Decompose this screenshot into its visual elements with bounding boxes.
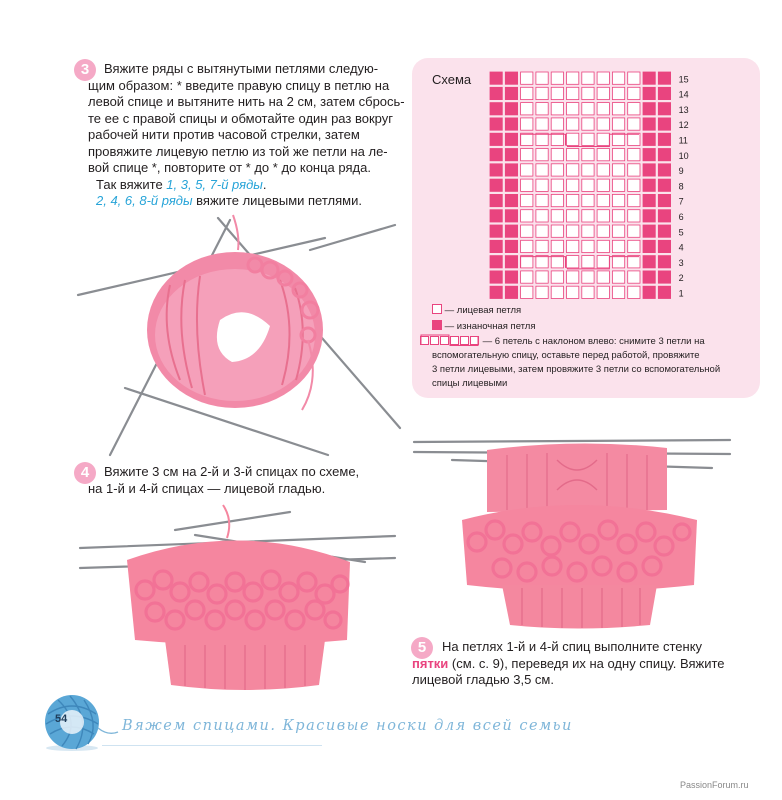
knit-stitch-cell (597, 225, 609, 237)
knit-stitch-cell (521, 133, 533, 145)
purl-stitch-cell (643, 194, 655, 206)
purl-stitch-cell (505, 256, 517, 268)
knit-stitch-cell (597, 149, 609, 161)
step-5-heel-word: пятки (412, 655, 449, 671)
purl-stitch-cell (658, 72, 670, 84)
step-3-even-rows: 2, 4, 6, 8-й ряды (96, 193, 193, 208)
cable-stitch-icon (420, 334, 480, 346)
legend-purl (432, 320, 536, 334)
knit-stitch-cell (567, 194, 579, 206)
purl-stitch-cell (643, 72, 655, 84)
knit-stitch-cell (582, 87, 594, 99)
legend-cable-line: 3 петли лицевыми, затем провяжите 3 петли со вспомогательной (432, 364, 721, 375)
knit-stitch-cell (521, 149, 533, 161)
knit-stitch-cell (536, 87, 548, 99)
purl-stitch-cell (658, 271, 670, 283)
knit-stitch-cell (521, 256, 533, 268)
knit-stitch-cell (582, 149, 594, 161)
purl-stitch-cell (505, 149, 517, 161)
purl-stitch-cell (505, 194, 517, 206)
legend-cable-text: — 6 петель с наклоном влево: снимите 3 петли на (482, 336, 705, 347)
knit-stitch-cell (582, 164, 594, 176)
step-3-odd-rows: 1, 3, 5, 7-й ряды (166, 176, 263, 192)
step-3-line: левой спице и вытяните нить на 2 см, затем сбрось- (88, 94, 405, 109)
knit-stitch-cell (551, 240, 563, 252)
knit-stitch-cell (612, 194, 624, 206)
knit-stitch-cell (536, 118, 548, 130)
knit-stitch-cell (567, 271, 579, 283)
purl-stitch-cell (643, 240, 655, 252)
knit-stitch-cell (582, 271, 594, 283)
yarn-ball-icon (42, 692, 120, 752)
knit-stitch-cell (612, 179, 624, 191)
purl-stitch-cell (490, 179, 502, 191)
knit-stitch-cell (612, 149, 624, 161)
purl-stitch-cell (490, 118, 502, 130)
purl-stitch-cell (643, 179, 655, 191)
purl-stitch-cell (505, 103, 517, 115)
knit-stitch-cell (551, 149, 563, 161)
knit-stitch-cell (536, 149, 548, 161)
knit-stitch-cell (582, 179, 594, 191)
purl-stitch-cell (658, 103, 670, 115)
knit-stitch-cell (628, 286, 640, 298)
step-4-line: на 1-й и 4-й спицах — лицевой гладью. (88, 480, 326, 496)
purl-stitch-cell (505, 179, 517, 191)
knit-stitch-cell (597, 72, 609, 84)
knit-stitch-cell (612, 225, 624, 237)
knit-stitch-cell (567, 87, 579, 99)
knit-stitch-cell (597, 194, 609, 206)
purl-stitch-cell (505, 210, 517, 222)
knit-stitch-cell (567, 118, 579, 130)
knit-stitch-cell (597, 164, 609, 176)
knit-stitch-cell (521, 271, 533, 283)
purl-stitch-cell (490, 210, 502, 222)
knit-stitch-cell (536, 240, 548, 252)
knit-stitch-cell (521, 179, 533, 191)
knit-stitch-cell (521, 164, 533, 176)
knit-stitch-cell (521, 118, 533, 130)
step-3-dot: . (262, 176, 267, 192)
purl-stitch-cell (490, 133, 502, 145)
knit-stitch-cell (628, 133, 640, 145)
knit-stitch-cell (628, 118, 640, 130)
legend-knit-label: — лицевая петля (444, 305, 522, 316)
knit-stitch-cell (597, 210, 609, 222)
row-number: 2 (678, 273, 684, 284)
knit-stitch-cell (597, 271, 609, 283)
purl-stitch-cell (505, 240, 517, 252)
purl-stitch-cell (490, 271, 502, 283)
knit-stitch-cell (582, 210, 594, 222)
purl-stitch-cell (658, 210, 670, 222)
row-number: 6 (678, 212, 684, 222)
knit-stitch-cell (521, 286, 533, 298)
step-3-line: рабочей нити против часовой стрелки, затем (88, 127, 360, 142)
purl-stitch-cell (505, 271, 517, 283)
knit-stitch-cell (567, 149, 579, 161)
purl-stitch-cell (658, 256, 670, 268)
purl-stitch-cell (490, 194, 502, 206)
purl-stitch-cell (643, 164, 655, 176)
scheme-title: Схема (432, 72, 472, 87)
step-3-rows-odd (96, 177, 405, 194)
knit-stitch-cell (551, 271, 563, 283)
purl-stitch-cell (505, 118, 517, 130)
row-number: 10 (678, 150, 689, 161)
knit-stitch-cell (551, 194, 563, 206)
photo-step-3 (70, 210, 410, 460)
purl-stitch-cell (658, 118, 670, 130)
purl-stitch-cell (658, 225, 670, 237)
knit-stitch-cell (628, 164, 640, 176)
knit-stitch-cell (536, 164, 548, 176)
row-number: 5 (678, 227, 684, 238)
knit-stitch-cell (551, 179, 563, 191)
knit-stitch-cell (597, 103, 609, 115)
row-number: 3 (678, 257, 684, 268)
step-3-rows-even (96, 193, 405, 210)
purl-stitch-cell (643, 286, 655, 298)
step-4-text (88, 464, 360, 497)
purl-stitch-cell (490, 240, 502, 252)
step-5-badge: 5 (411, 637, 433, 659)
purl-stitch-cell (643, 87, 655, 99)
knit-stitch-cell (612, 133, 624, 145)
purl-stitch-cell (643, 103, 655, 115)
knit-stitch-cell (521, 194, 533, 206)
step-5-text (412, 639, 725, 689)
row-number: 9 (678, 166, 684, 177)
scheme-panel (412, 58, 760, 398)
knit-stitch-cell (567, 225, 579, 237)
purl-stitch-cell (658, 179, 670, 191)
knit-stitch-cell (567, 210, 579, 222)
step-3-so-knit: Так вяжите (96, 176, 167, 192)
knit-stitch-cell (597, 286, 609, 298)
knit-stitch-cell (551, 256, 563, 268)
knit-stitch-cell (628, 72, 640, 84)
knit-stitch-cell (551, 118, 563, 130)
knit-stitch-cell (536, 256, 548, 268)
step-3-even-text: вяжите лицевыми петлями. (192, 193, 362, 208)
knit-stitch-cell (521, 87, 533, 99)
step-5-line: лицевой гладью 3,5 см. (412, 672, 554, 687)
knit-stitch-cell (551, 225, 563, 237)
knit-stitch-cell (521, 225, 533, 237)
row-number: 4 (678, 242, 684, 253)
page-number: 54 (55, 713, 68, 725)
knit-stitch-cell (582, 225, 594, 237)
knit-stitch-cell (597, 179, 609, 191)
purl-stitch-cell (490, 149, 502, 161)
purl-stitch-cell (658, 87, 670, 99)
knit-stitch-cell (597, 240, 609, 252)
purl-stitch-cell (490, 87, 502, 99)
step-5-line-rest: (см. с. 9), переведя их на одну спицу. Вяжите (448, 655, 725, 671)
step-3-badge: 3 (74, 59, 96, 81)
row-number: 11 (678, 135, 688, 146)
knit-stitch-cell (582, 72, 594, 84)
purl-stitch-cell (505, 286, 517, 298)
purl-stitch-cell (505, 164, 517, 176)
purl-stitch-cell (658, 194, 670, 206)
legend-cable (420, 334, 720, 391)
knit-stitch-cell (536, 133, 548, 145)
purl-stitch-cell (643, 210, 655, 222)
knit-stitch-cell (612, 87, 624, 99)
row-number: 15 (678, 74, 689, 85)
knit-stitch-cell (628, 103, 640, 115)
knit-stitch-cell (551, 133, 563, 145)
legend-knit (432, 304, 521, 318)
knit-stitch-cell (628, 225, 640, 237)
knit-stitch-cell (536, 210, 548, 222)
step-3-line: вой спице *, повторите от * до * до конца ряда. (88, 160, 371, 175)
knit-stitch-cell (567, 179, 579, 191)
purl-stitch-cell (490, 72, 502, 84)
knit-stitch-cell (628, 149, 640, 161)
knit-stitch-cell (597, 118, 609, 130)
knit-stitch-cell (551, 72, 563, 84)
knit-stitch-cell (521, 103, 533, 115)
knit-stitch-cell (582, 194, 594, 206)
watermark: PassionForum.ru (680, 780, 749, 790)
knit-stitch-cell (628, 271, 640, 283)
knit-stitch-cell (567, 103, 579, 115)
knit-stitch-cell (567, 133, 579, 145)
knit-stitch-cell (551, 164, 563, 176)
knit-stitch-cell (612, 256, 624, 268)
knit-stitch-cell (551, 210, 563, 222)
purl-stitch-cell (490, 256, 502, 268)
step-5-line: На петлях 1-й и 4-й спиц выполните стенку (442, 639, 703, 654)
purl-stitch-cell (505, 133, 517, 145)
knit-stitch-cell (567, 240, 579, 252)
step-4-badge: 4 (74, 462, 96, 484)
purl-stitch-cell (658, 164, 670, 176)
knit-stitch-cell (536, 179, 548, 191)
legend-cable-line: вспомогательную спицу, оставьте перед работой, провяжите (432, 350, 700, 361)
knit-stitch-cell (551, 103, 563, 115)
knit-stitch-cell (521, 240, 533, 252)
knit-stitch-cell (536, 194, 548, 206)
purl-stitch-cell (490, 286, 502, 298)
knit-stitch-cell (597, 87, 609, 99)
step-3-line: те ее с правой спицы и обмотайте один раз вокруг (88, 110, 393, 126)
row-number: 1 (678, 288, 684, 299)
knit-stitch-cell (628, 179, 640, 191)
purl-stitch-cell (490, 103, 502, 115)
purl-stitch-cell (643, 133, 655, 145)
knit-stitch-cell (628, 87, 640, 99)
knit-stitch-cell (612, 286, 624, 298)
purl-stitch-cell (505, 87, 517, 99)
purl-stitch-cell (490, 164, 502, 176)
purl-stitch-cell (490, 225, 502, 237)
knit-stitch-cell (582, 103, 594, 115)
purl-stitch-icon (432, 320, 442, 330)
knit-stitch-cell (612, 118, 624, 130)
knit-stitch-cell (612, 103, 624, 115)
knit-stitch-cell (567, 72, 579, 84)
row-number: 8 (678, 181, 684, 192)
row-number: 14 (678, 89, 689, 100)
knit-stitch-cell (582, 286, 594, 298)
step-3-line: Вяжите ряды с вытянутыми петлями следую- (104, 61, 379, 76)
knit-stitch-cell (521, 210, 533, 222)
knit-stitch-cell (612, 271, 624, 283)
knit-stitch-cell (536, 72, 548, 84)
step-4-line: Вяжите 3 см на 2-й и 3-й спицах по схеме, (104, 464, 360, 479)
purl-stitch-cell (643, 271, 655, 283)
purl-stitch-cell (658, 240, 670, 252)
knit-stitch-cell (628, 256, 640, 268)
knit-stitch-cell (628, 240, 640, 252)
knit-stitch-cell (582, 256, 594, 268)
knit-stitch-cell (551, 87, 563, 99)
purl-stitch-cell (643, 118, 655, 130)
purl-stitch-cell (658, 133, 670, 145)
purl-stitch-cell (643, 256, 655, 268)
knit-stitch-cell (536, 225, 548, 237)
knit-stitch-cell (551, 286, 563, 298)
knit-stitch-cell (536, 103, 548, 115)
knit-stitch-cell (628, 210, 640, 222)
knit-stitch-cell (536, 271, 548, 283)
row-number: 13 (678, 104, 689, 115)
knit-stitch-cell (567, 164, 579, 176)
purl-stitch-cell (658, 286, 670, 298)
legend-cable-line (420, 334, 720, 349)
knit-stitch-cell (597, 256, 609, 268)
row-number: 12 (678, 120, 689, 131)
legend-cable-line: спицы лицевыми (432, 378, 508, 389)
knit-stitch-cell (567, 256, 579, 268)
knit-stitch-cell (612, 164, 624, 176)
legend-purl-label: — изнаночная петля (444, 321, 536, 332)
knit-stitch-cell (612, 72, 624, 84)
step-5-line (412, 656, 725, 673)
knit-stitch-icon (432, 304, 442, 314)
photo-step-4 (75, 500, 405, 700)
knit-stitch-cell (628, 194, 640, 206)
knit-stitch-cell (582, 240, 594, 252)
photo-step-5 (412, 420, 742, 635)
knit-stitch-cell (612, 240, 624, 252)
knit-stitch-cell (582, 118, 594, 130)
purl-stitch-cell (643, 225, 655, 237)
knit-stitch-cell (597, 133, 609, 145)
knit-stitch-cell (567, 286, 579, 298)
purl-stitch-cell (505, 225, 517, 237)
knit-stitch-cell (536, 286, 548, 298)
step-3-text (88, 61, 405, 210)
book-title-footer: Вяжем спицами. Красивые носки для всей семьи (122, 718, 573, 734)
knit-stitch-cell (612, 210, 624, 222)
step-3-line: провяжите лицевую петлю из той же петли на ле- (88, 143, 388, 159)
knit-stitch-cell (521, 72, 533, 84)
knit-stitch-cell (582, 133, 594, 145)
purl-stitch-cell (658, 149, 670, 161)
purl-stitch-cell (643, 149, 655, 161)
footer-divider (102, 745, 322, 746)
step-3-line: щим образом: * введите правую спицу в петлю на (88, 77, 390, 93)
row-number: 7 (678, 196, 684, 207)
purl-stitch-cell (505, 72, 517, 84)
